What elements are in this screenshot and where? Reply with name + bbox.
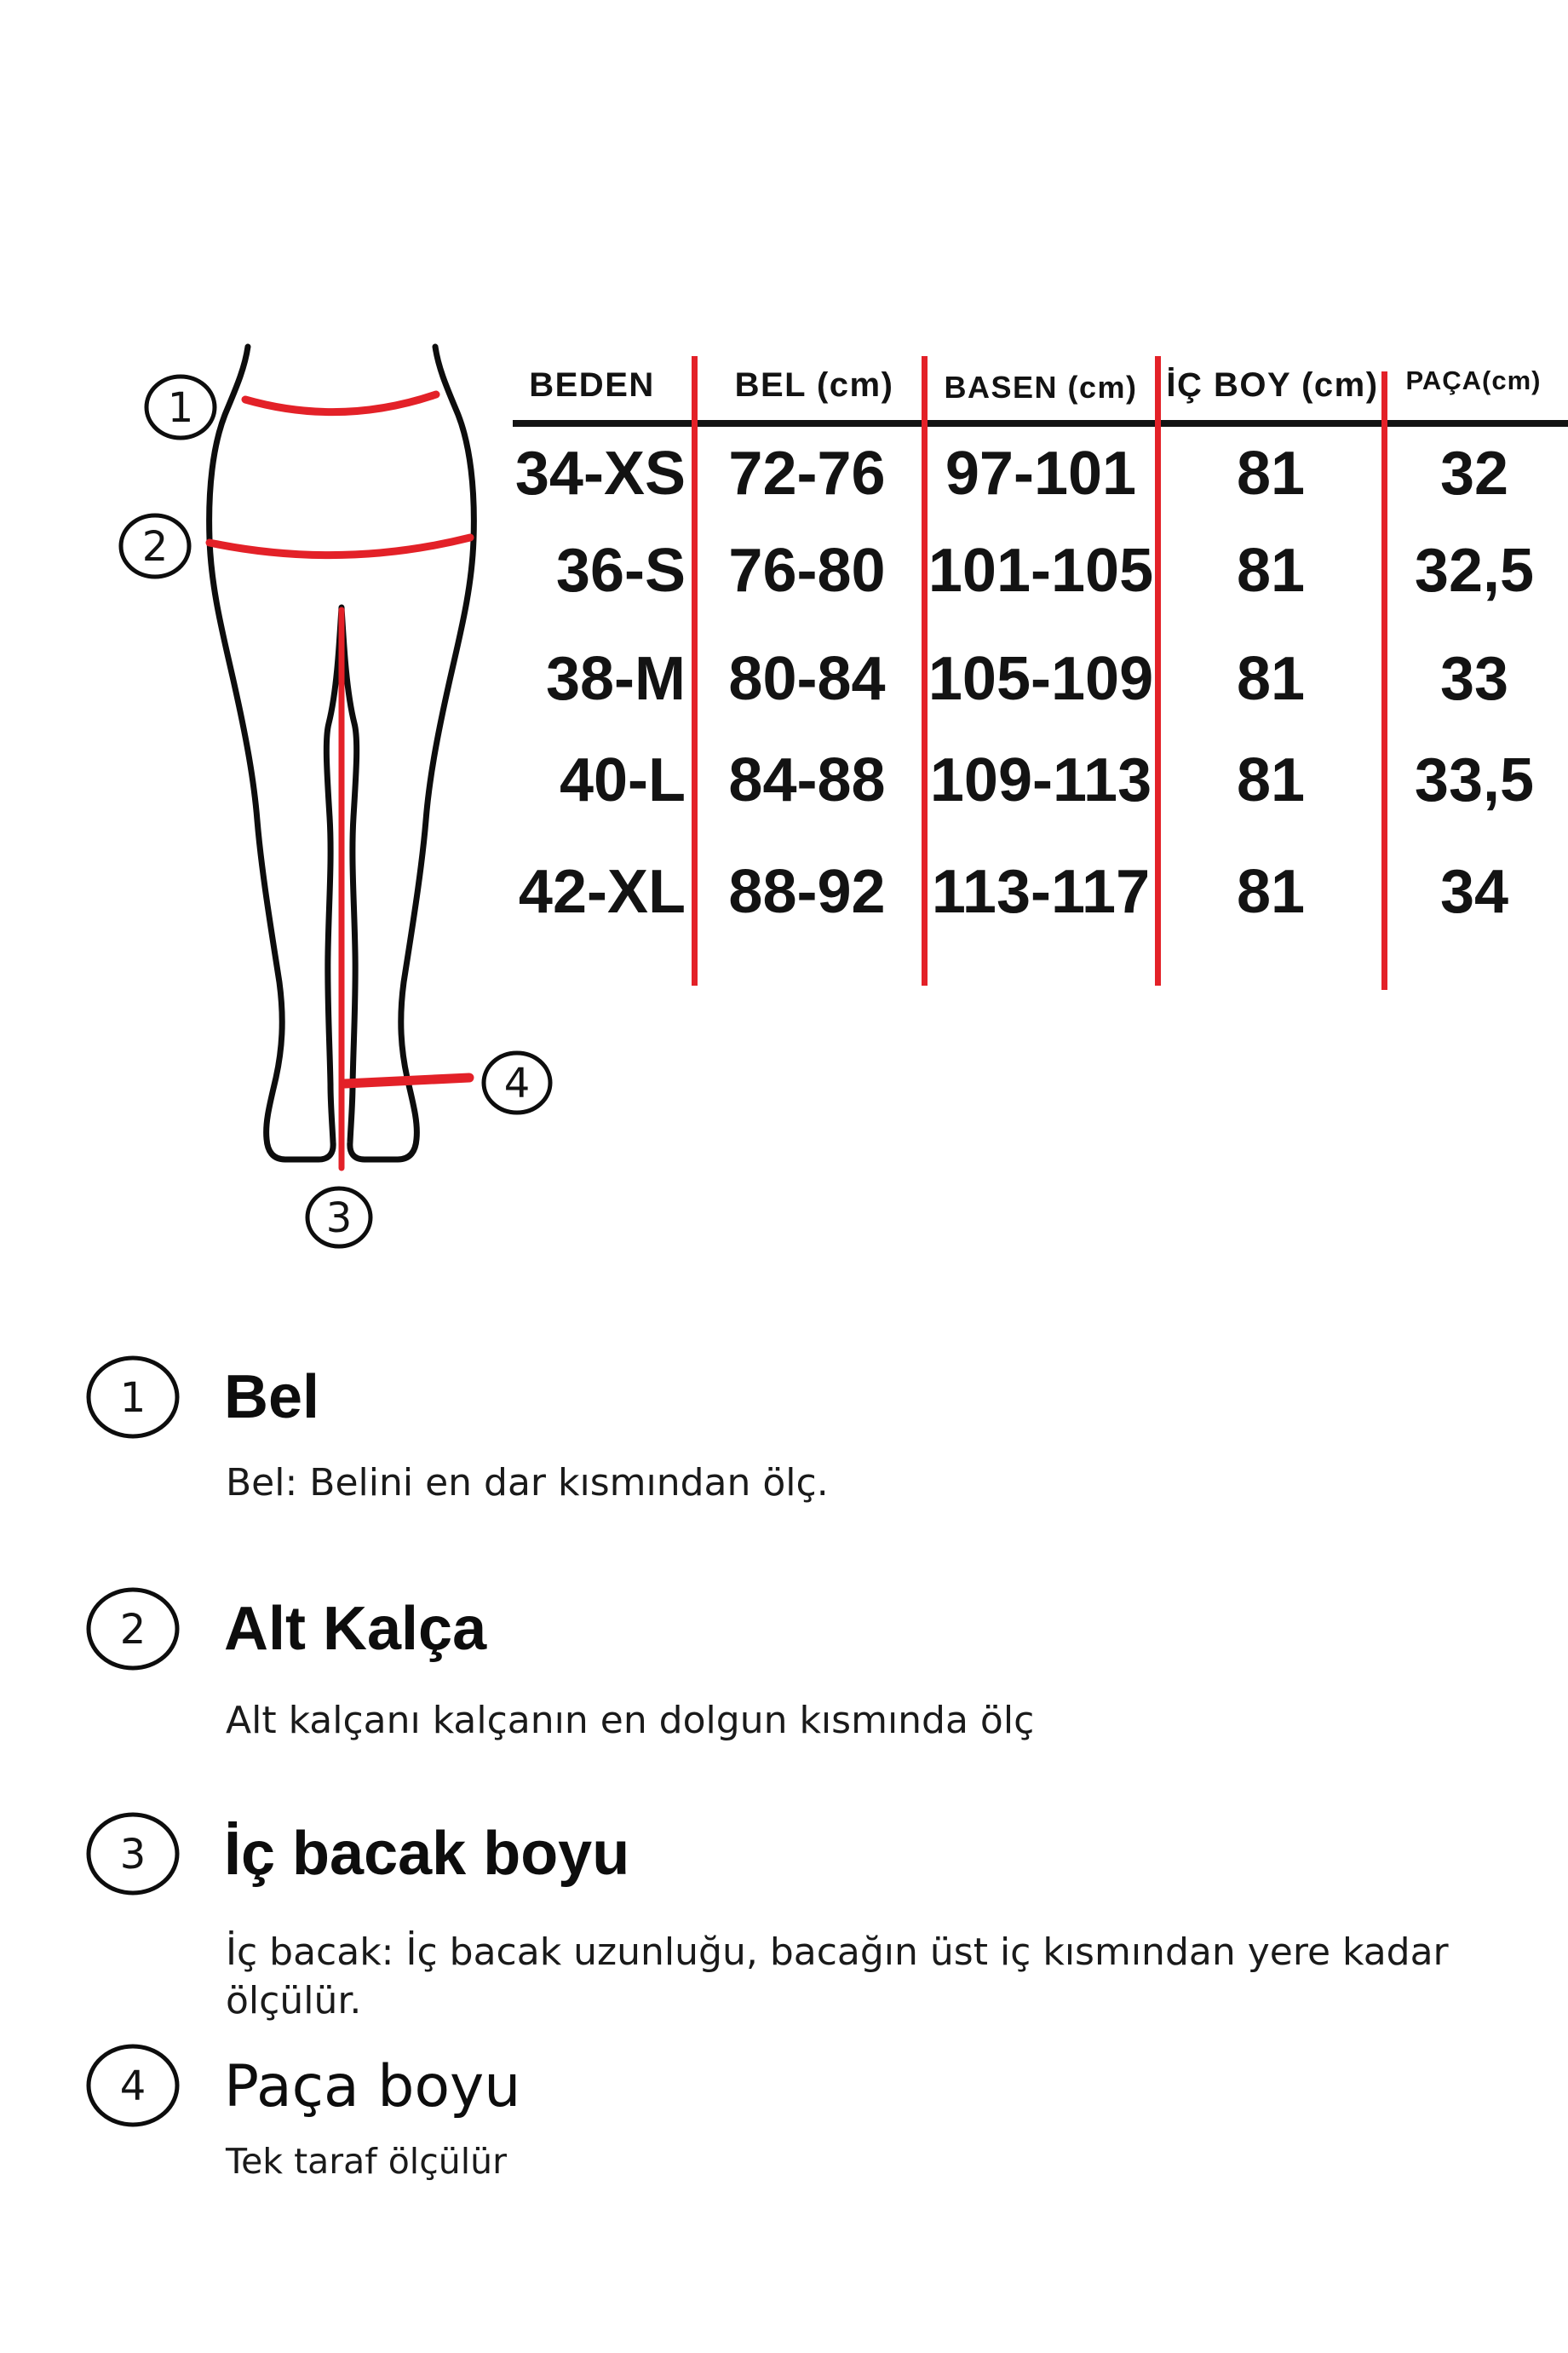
inseam-cell: 81: [1236, 858, 1306, 926]
section-title-ic-bacak-boyu: İç bacak boyu: [224, 1820, 630, 1888]
inseam-cell: 81: [1236, 537, 1306, 605]
hip-cell: 97-101: [945, 440, 1137, 508]
inseam-cell: 81: [1236, 440, 1306, 508]
diagram-marker-4: [484, 1053, 550, 1113]
column-header-beden: BEDEN: [529, 366, 655, 404]
section-badge-4: [85, 2043, 181, 2128]
section-badge-3: [85, 1811, 181, 1896]
size-cell: 36-S: [555, 537, 686, 605]
waist-measure-line: [245, 394, 436, 412]
hip-cell: 113-117: [931, 858, 1151, 926]
diagram-marker-2: [121, 515, 189, 577]
hem-cell: 33: [1439, 645, 1509, 713]
section-title-paca-boyu: Paça boyu: [224, 2053, 521, 2120]
diagram-marker-1: [146, 377, 215, 438]
section-desc-ic-bacak-boyu: İç bacak: İç bacak uzunluğu, bacağın üst iç kısmından yere kadar ölçülür.: [226, 1930, 1449, 2022]
waist-cell: 72-76: [728, 440, 886, 508]
hip-cell: 105-109: [928, 645, 1154, 713]
badge-number: 3: [119, 1831, 146, 1878]
badge-number: 4: [119, 2062, 146, 2110]
section-title-alt-kalca: Alt Kalça: [224, 1595, 487, 1663]
section-desc-paca-boyu: Tek taraf ölçülür: [226, 2141, 507, 2182]
section-desc-alt-kalca: Alt kalçanı kalçanın en dolgun kısmında ölç: [226, 1699, 1035, 1742]
marker-number: 3: [325, 1194, 353, 1242]
hip-cell: 109-113: [929, 746, 1152, 814]
hem-cell: 32: [1439, 440, 1509, 508]
hip-cell: 101-105: [928, 537, 1154, 605]
column-header-ic-boy: İÇ BOY (cm): [1166, 366, 1379, 404]
hip-measure-line: [210, 538, 470, 555]
waist-cell: 76-80: [728, 537, 886, 605]
badge-number: 2: [119, 1606, 146, 1654]
size-cell: 40-L: [559, 746, 686, 814]
badge-number: 1: [119, 1374, 146, 1422]
column-header-bel: BEL (cm): [734, 366, 894, 404]
size-cell: 42-XL: [518, 858, 686, 926]
hem-cell: 33,5: [1414, 746, 1535, 814]
section-title-bel: Bel: [224, 1363, 320, 1431]
waist-cell: 88-92: [728, 858, 886, 926]
marker-number: 4: [503, 1060, 531, 1107]
size-cell: 38-M: [545, 645, 686, 713]
section-desc-bel: Bel: Belini en dar kısmından ölç.: [226, 1461, 829, 1504]
hem-cell: 34: [1439, 858, 1509, 926]
waist-cell: 84-88: [728, 746, 886, 814]
table-header-rule: [513, 420, 1568, 427]
section-badge-2: [85, 1586, 181, 1671]
inseam-cell: 81: [1236, 645, 1306, 713]
column-header-basen: BASEN (cm): [944, 370, 1138, 405]
inseam-cell: 81: [1236, 746, 1306, 814]
waist-cell: 80-84: [728, 645, 886, 713]
marker-number: 2: [141, 523, 169, 571]
size-cell: 34-XS: [514, 440, 686, 508]
hem-cell: 32,5: [1414, 537, 1535, 605]
section-badge-1: [85, 1355, 181, 1440]
hem-measure-line: [345, 1078, 469, 1084]
column-header-paca: PAÇA(cm): [1405, 365, 1542, 395]
marker-number: 1: [167, 384, 194, 432]
diagram-marker-3: [307, 1188, 370, 1246]
